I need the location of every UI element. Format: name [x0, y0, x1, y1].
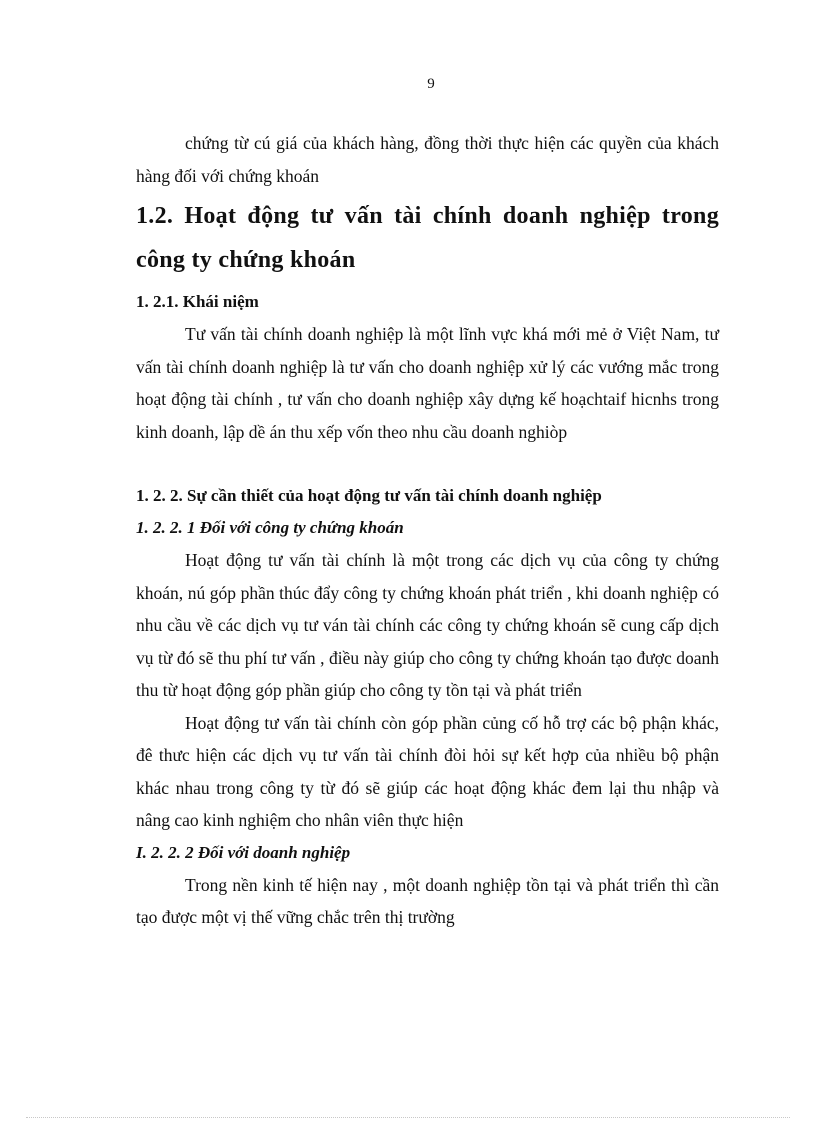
paragraph-ctck-2: Hoạt động tư vấn tài chính còn góp phần củng cố hỗ trợ các bộ phận khác, đê thưc hiện các dịch vụ tư vấn tài chính đòi hỏi sự kết hợp của nhiều bộ phận khác nhau trong công ty từ đó sẽ giúp các hoạt động khác đem lại thu nhập và nâng cao kinh nghiệm cho nhân viên thực hiện: [136, 712, 719, 830]
paragraph-dn-1: Trong nền kinh tế hiện nay , một doanh nghiệp tồn tại và phát triển thì cần tạo được một vị thế vững chắc trên thị trường: [136, 874, 719, 927]
paragraph-ctck-1: Hoạt động tư vấn tài chính là một trong các dịch vụ của công ty chứng khoán, nú góp phần thúc đẩy công ty chứng khoán phát triển , khi doanh nghiệp có nhu cầu về các dịch vụ tư ván tài chính các công ty chứng khoán sẽ cung cấp dịch vụ từ đó sẽ thu phí tư vấn , điều này giúp cho công ty chứng khoán tạo được doanh thu từ hoạt động góp phần giúp cho công ty tồn tại và phát triển: [136, 550, 719, 700]
heading-1-2-2-1: 1. 2. 2. 1 Đối với công ty chứng khoán: [136, 518, 404, 537]
paragraph-khai-niem: Tư vấn tài chính doanh nghiệp là một lĩnh vực khá mới mẻ ở Việt Nam, tư vấn tài chính doanh nghiệp là tư vấn cho doanh nghiệp xử lý các vướng mắc trong hoạt động tài chính , tư vấn cho doanh nghiệp xây dựng kế hoạchtaif hicnhs trong kinh doanh, lập dề án thu xếp vốn theo nhu cầu doanh nghiòp: [136, 324, 719, 442]
heading-1-2-2-2: I. 2. 2. 2 Đối với doanh nghiệp: [136, 842, 351, 862]
page-number: 9: [427, 76, 435, 92]
heading-1-2: 1.2. Hoạt động tư vấn tài chính doanh nghiệp trong công ty chứng khoán: [136, 203, 719, 273]
paragraph-continued: chứng từ cú giá của khách hàng, đồng thời thực hiện các quyền của khách hàng đối với chứng khoán: [136, 133, 719, 186]
heading-1-2-2: 1. 2. 2. Sự cần thiết của hoạt động tư vấn tài chính doanh nghiệp: [136, 486, 602, 505]
heading-1-2-1: 1. 2.1. Khái niệm: [136, 292, 259, 311]
page-content: [136, 127, 719, 934]
page-bottom-divider: [26, 1117, 790, 1118]
